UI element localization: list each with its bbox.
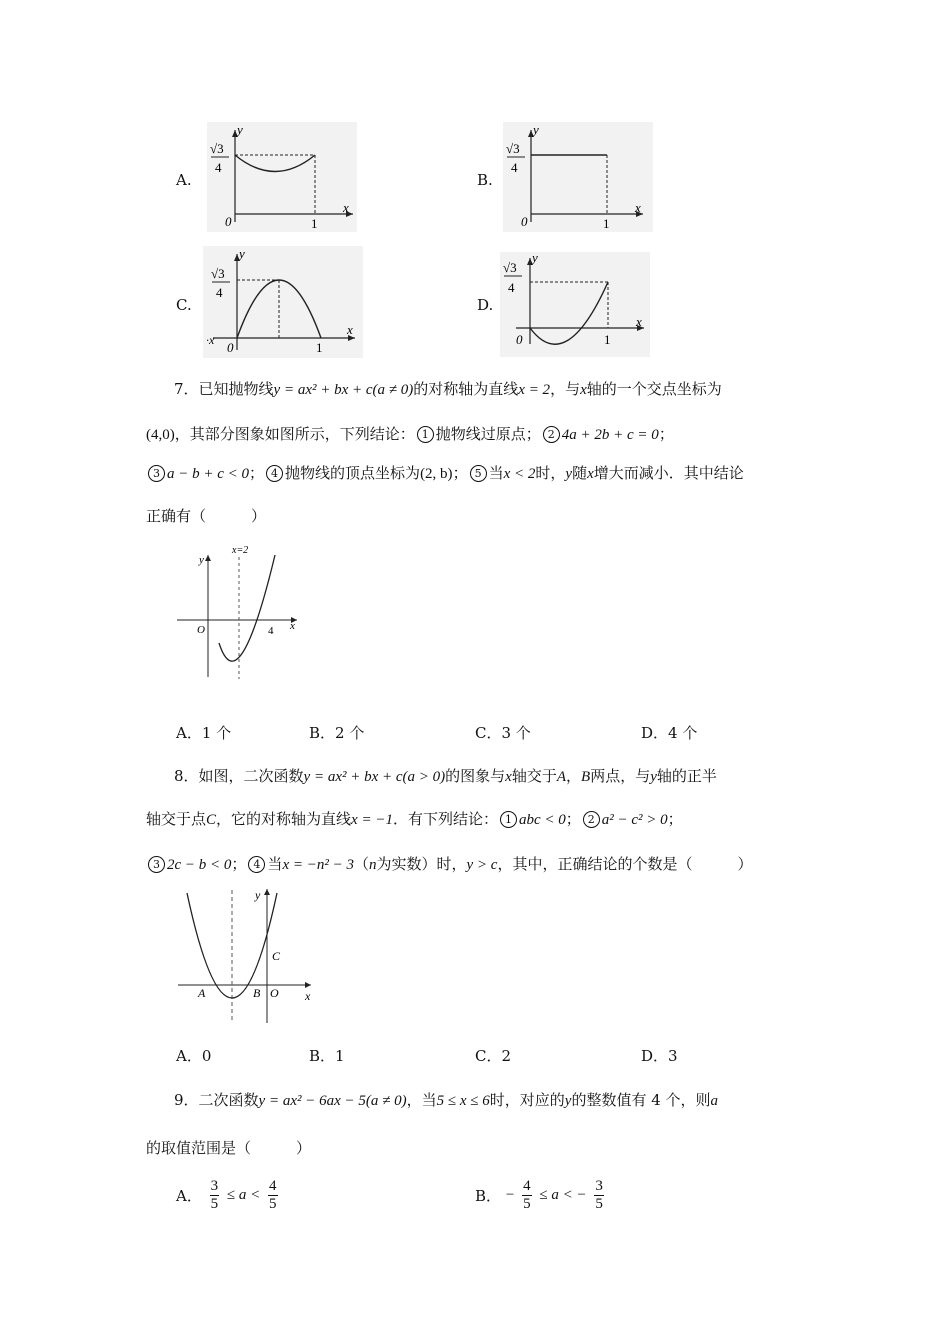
svg-text:1: 1 [311,216,318,231]
graph-b [503,122,653,232]
svg-text:·x: ·x [206,333,215,347]
q8-option-b[interactable]: B．1 [309,1047,345,1065]
svg-text:1: 1 [603,216,610,231]
q7-line-1: 7．已知抛物线y = ax² + bx + c(a ≠ 0)的对称轴为直线x = 2，与x轴的一个交点坐标为 [174,380,722,398]
q8-line-1: 8．如图，二次函数y = ax² + bx + c(a > 0)的图象与x轴交于A，B两点，与y轴的正半 [174,767,717,785]
svg-text:C: C [272,949,281,963]
q7-option-c[interactable]: C．3 个 [475,724,531,742]
parabola [219,555,275,661]
svg-text:B: B [253,986,261,1000]
svg-text:y: y [239,246,245,261]
svg-text:x: x [636,314,642,329]
option-label: C. [176,296,192,314]
q8-line-3: 3 2c − b < 0； 4 当x = −n² − 3（n为实数）时，y > c，其中，正确结论的个数是（ ） [146,853,752,874]
svg-text:y: y [533,122,539,137]
svg-text:0: 0 [225,214,232,229]
q8-graph [175,885,320,1025]
svg-text:A: A [198,986,206,1000]
q7-line-3: 3 a − b + c < 0； 4 抛物线的顶点坐标为(2, b)； 5 当x < 2时，y随x增大而减小．其中结论 [146,462,744,483]
q7-option-d[interactable]: D．4 个 [641,724,698,742]
q8-option-d[interactable]: D．3 [641,1047,678,1065]
svg-text:x: x [290,620,295,632]
svg-text:y: y [199,554,204,566]
q7-option-b[interactable]: B．2 个 [309,724,365,742]
svg-text:x: x [635,200,641,215]
q9-line-2: 的取值范围是（ ） [146,1139,312,1157]
svg-text:x: x [305,989,311,1003]
option-label: A. [176,171,192,189]
q7-option-a[interactable]: A．1 个 [176,724,232,742]
q9-option-a[interactable]: A． $\frac{3}{5}$ ≤ a < $\frac{4}{5}$ [176,1178,277,1212]
svg-text:0: 0 [516,332,523,347]
svg-text:√3: √3 [211,266,225,281]
svg-text:y: y [237,122,243,137]
option-label: D. [477,296,494,314]
graph-d [500,252,650,357]
svg-text:O: O [270,986,279,1000]
svg-text:4: 4 [216,285,223,300]
svg-text:O: O [197,624,205,636]
q7-line-4: 正确有（ ） [146,507,267,525]
svg-text:x=2: x=2 [232,545,249,556]
q8-option-c[interactable]: C．2 [475,1047,512,1065]
q7-graph [175,545,305,680]
q8-option-a[interactable]: A．0 [176,1047,212,1065]
svg-text:4: 4 [215,160,222,175]
graph-a [207,122,357,232]
svg-text:4: 4 [511,160,518,175]
q7-line-2: (4,0)，其部分图象如图所示，下列结论： 1 抛物线过原点； 2 4a + 2b + c = 0； [146,425,674,443]
svg-text:√3: √3 [506,141,520,156]
svg-text:√3: √3 [210,141,224,156]
q9-option-b[interactable]: B． − $\frac{4}{5}$ ≤ a < − $\frac{3}{5}$ [475,1178,603,1212]
svg-text:0: 0 [227,340,234,355]
graph-c [203,246,363,358]
svg-text:1: 1 [316,340,323,355]
option-label: B. [477,171,493,189]
q8-line-2: 轴交于点C，它的对称轴为直线x = −1．有下列结论： 1 abc < 0； 2 a² − c² > 0； [146,810,683,828]
svg-text:y: y [255,888,261,902]
svg-text:√3: √3 [503,260,517,275]
svg-text:x: x [343,200,349,215]
svg-text:x: x [347,322,353,337]
svg-text:4: 4 [508,280,515,295]
svg-text:0: 0 [521,214,528,229]
svg-text:1: 1 [604,332,611,347]
q9-line-1: 9．二次函数y = ax² − 6ax − 5(a ≠ 0)，当5 ≤ x ≤ 6时，对应的y的整数值有 4 个，则a [174,1091,719,1109]
svg-text:4: 4 [268,625,274,637]
svg-text:y: y [532,252,538,265]
